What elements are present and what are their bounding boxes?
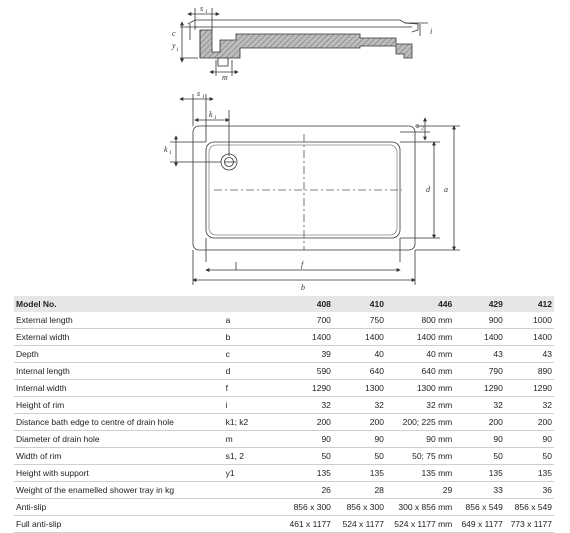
row-symbol: [224, 482, 285, 499]
row-value: 33: [454, 482, 505, 499]
header-model: 446: [386, 296, 454, 312]
row-label: Internal length: [14, 363, 224, 380]
row-label: Internal width: [14, 380, 224, 397]
row-value: 90: [505, 431, 554, 448]
table-row: [14, 312, 554, 329]
row-value: 40 mm: [386, 346, 454, 363]
row-value: 300 x 856 mm: [386, 499, 454, 516]
row-value: 590: [285, 363, 333, 380]
table-row: [14, 346, 554, 363]
table-row: [14, 499, 554, 516]
row-value: 1400: [505, 329, 554, 346]
row-value: 1400 mm: [386, 329, 454, 346]
table-row: [14, 516, 554, 533]
row-value: 200: [454, 414, 505, 431]
row-value: 856 x 300: [285, 499, 333, 516]
row-value: 1000: [505, 312, 554, 329]
row-value: 28: [333, 482, 386, 499]
row-value: 524 x 1177 mm: [386, 516, 454, 533]
row-value: 640 mm: [386, 363, 454, 380]
header-model: 408: [285, 296, 333, 312]
row-value: 773 x 1177: [505, 516, 554, 533]
row-label: Distance bath edge to centre of drain hole: [14, 414, 224, 431]
row-value: 700: [285, 312, 333, 329]
row-value: 1290: [505, 380, 554, 397]
table-header-row: [14, 296, 554, 312]
row-symbol: i: [224, 397, 285, 414]
svg-text:1: 1: [169, 150, 172, 156]
row-value: 461 x 1177: [285, 516, 333, 533]
table-row: [14, 397, 554, 414]
label-c: c: [172, 29, 176, 38]
label-k1-top: k: [209, 110, 213, 119]
row-label: Full anti-slip: [14, 516, 224, 533]
row-value: 29: [386, 482, 454, 499]
row-symbol: f: [224, 380, 285, 397]
svg-text:2: 2: [421, 126, 424, 132]
row-value: 1300: [333, 380, 386, 397]
header-label: Model No.: [14, 296, 224, 312]
row-value: 43: [505, 346, 554, 363]
row-symbol: k1; k2: [224, 414, 285, 431]
row-value: 750: [333, 312, 386, 329]
header-model: 410: [333, 296, 386, 312]
row-value: 524 x 1177: [333, 516, 386, 533]
row-value: 90: [333, 431, 386, 448]
row-value: 856 x 549: [454, 499, 505, 516]
row-symbol: s1, 2: [224, 448, 285, 465]
row-value: 32: [454, 397, 505, 414]
row-symbol: a: [224, 312, 285, 329]
row-value: 135: [285, 465, 333, 482]
row-value: 39: [285, 346, 333, 363]
row-value: 32: [505, 397, 554, 414]
row-value: 90 mm: [386, 431, 454, 448]
row-value: 200: [505, 414, 554, 431]
label-a: a: [444, 185, 448, 194]
label-b: b: [301, 283, 305, 292]
row-label: Height with support: [14, 465, 224, 482]
label-i: i: [430, 27, 433, 36]
row-value: 26: [285, 482, 333, 499]
row-label: External length: [14, 312, 224, 329]
row-value: 90: [454, 431, 505, 448]
row-value: 32: [333, 397, 386, 414]
row-value: 32: [285, 397, 333, 414]
row-value: 36: [505, 482, 554, 499]
label-s1-top: s: [200, 4, 204, 13]
row-symbol: b: [224, 329, 285, 346]
svg-text:1: 1: [205, 9, 208, 15]
row-symbol: m: [224, 431, 285, 448]
row-value: 1400: [454, 329, 505, 346]
label-s2: s: [416, 121, 420, 130]
row-value: 135 mm: [386, 465, 454, 482]
row-value: 1290: [285, 380, 333, 397]
svg-text:1: 1: [214, 115, 217, 121]
row-value: 50: [505, 448, 554, 465]
table-row: [14, 363, 554, 380]
row-label: Anti-slip: [14, 499, 224, 516]
row-value: 50: [333, 448, 386, 465]
table-row: [14, 482, 554, 499]
row-label: Depth: [14, 346, 224, 363]
row-label: Weight of the enamelled shower tray in kg: [14, 482, 224, 499]
row-value: 1290: [454, 380, 505, 397]
row-symbol: [224, 516, 285, 533]
row-symbol: y1: [224, 465, 285, 482]
row-value: 135: [454, 465, 505, 482]
row-value: 135: [333, 465, 386, 482]
row-value: 200; 225 mm: [386, 414, 454, 431]
svg-text:1: 1: [202, 94, 205, 100]
row-value: 1300 mm: [386, 380, 454, 397]
header-model: 429: [454, 296, 505, 312]
row-value: 200: [285, 414, 333, 431]
row-value: 900: [454, 312, 505, 329]
label-f: f: [301, 260, 304, 269]
row-value: 50; 75 mm: [386, 448, 454, 465]
label-s1-plan: s: [197, 89, 201, 98]
spec-table: [14, 296, 554, 533]
row-label: Diameter of drain hole: [14, 431, 224, 448]
table-row: [14, 414, 554, 431]
row-label: External width: [14, 329, 224, 346]
row-value: 200: [333, 414, 386, 431]
row-value: 50: [454, 448, 505, 465]
row-value: 649 x 1177: [454, 516, 505, 533]
row-value: 890: [505, 363, 554, 380]
row-value: 50: [285, 448, 333, 465]
table-row: [14, 448, 554, 465]
label-d: d: [426, 185, 430, 194]
cross-section-view: [180, 8, 428, 76]
row-symbol: c: [224, 346, 285, 363]
label-y1: y: [172, 41, 176, 50]
header-model: 412: [505, 296, 554, 312]
table-row: [14, 465, 554, 482]
row-value: 32 mm: [386, 397, 454, 414]
row-value: 43: [454, 346, 505, 363]
header-sym: [224, 296, 285, 312]
row-label: Height of rim: [14, 397, 224, 414]
row-value: 800 mm: [386, 312, 454, 329]
row-label: Width of rim: [14, 448, 224, 465]
label-k1-left: k: [164, 145, 168, 154]
row-value: 856 x 300: [333, 499, 386, 516]
row-value: 856 x 549: [505, 499, 554, 516]
row-value: 640: [333, 363, 386, 380]
row-symbol: d: [224, 363, 285, 380]
row-value: 90: [285, 431, 333, 448]
table-row: [14, 431, 554, 448]
svg-text:1: 1: [176, 47, 179, 53]
row-value: 1400: [333, 329, 386, 346]
table-row: [14, 380, 554, 397]
row-value: 40: [333, 346, 386, 363]
label-m: m: [222, 73, 228, 82]
row-value: 1400: [285, 329, 333, 346]
table-row: [14, 329, 554, 346]
row-value: 135: [505, 465, 554, 482]
row-value: 790: [454, 363, 505, 380]
row-symbol: [224, 499, 285, 516]
